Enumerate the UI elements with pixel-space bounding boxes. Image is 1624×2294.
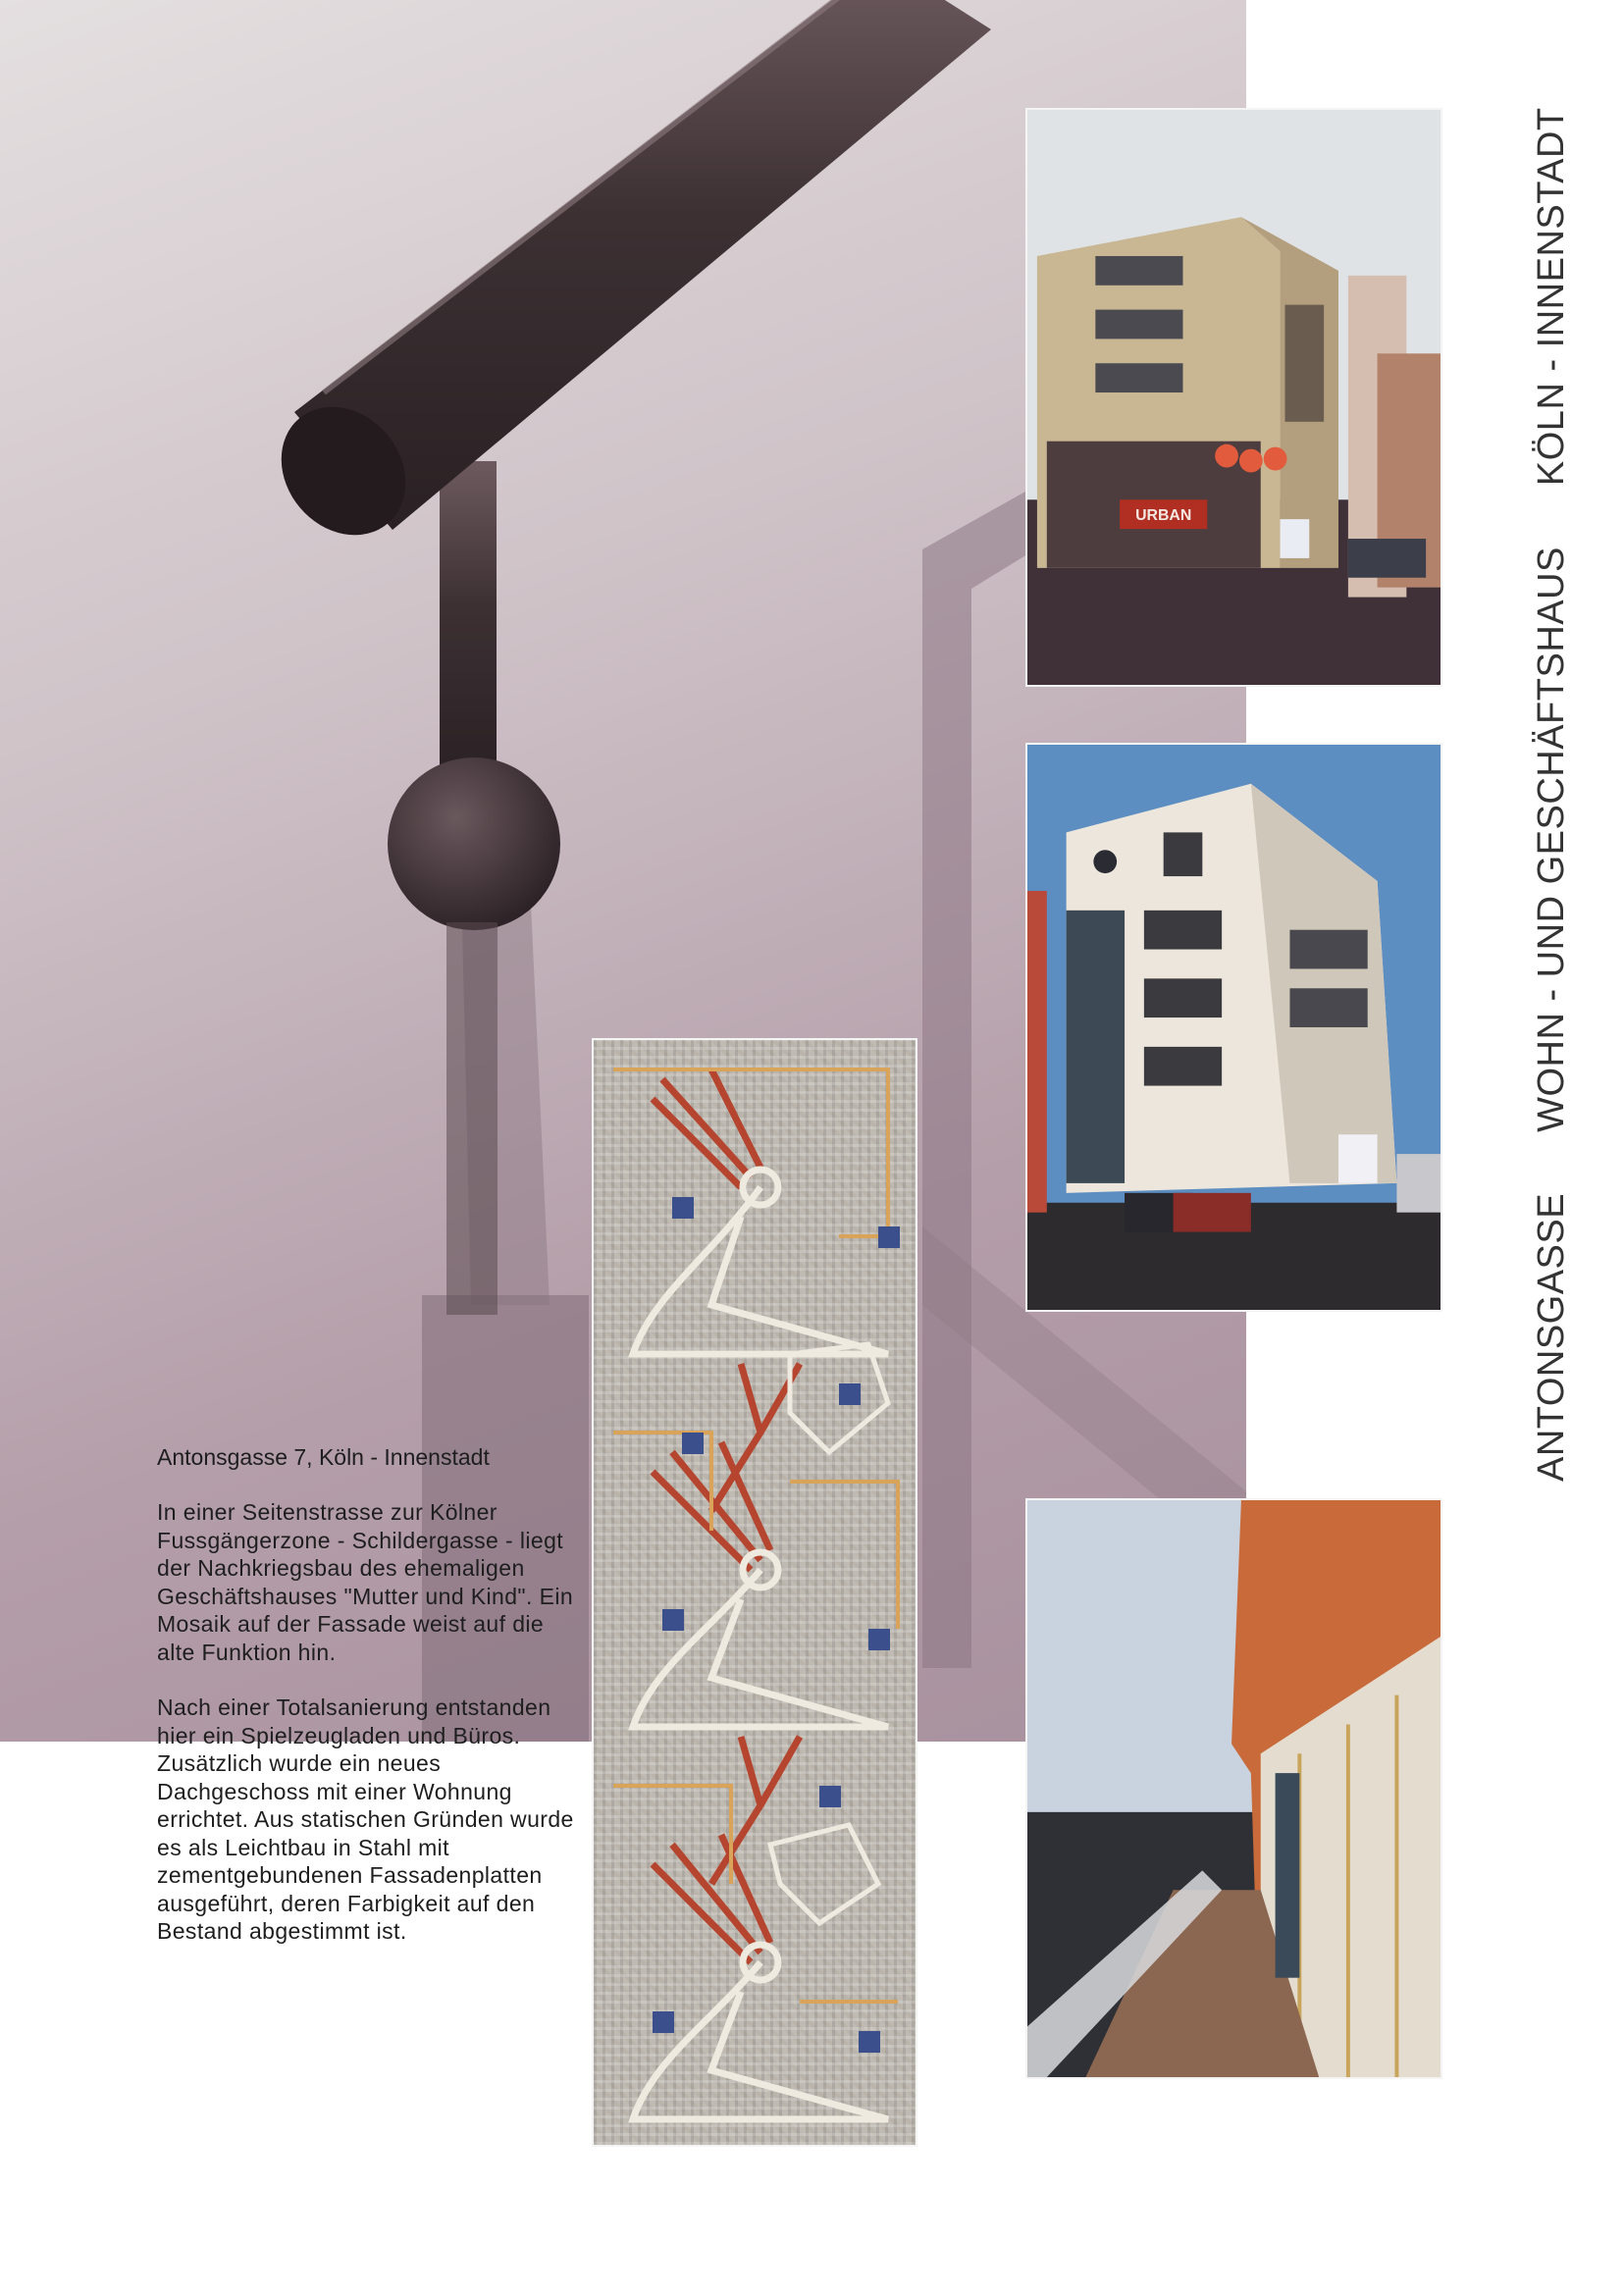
white-building-photo bbox=[1025, 743, 1442, 1312]
stork-mosaic-illustration bbox=[594, 1040, 917, 2147]
vertical-page-title bbox=[1531, 107, 1573, 1482]
description-paragraph-1: In einer Seitenstrasse zur Kölner Fussgängerzone - Schildergasse - liegt der Nachkriegsbau des ehemaligen Geschäftshauses "Mutter und Kind". Ein Mosaik auf der Fassade weist auf die alte Funktion hin. bbox=[157, 1499, 574, 1665]
title-street: ANTONSGASSE bbox=[1531, 1192, 1572, 1482]
project-address: Antonsgasse 7, Köln - Innenstadt bbox=[157, 1444, 490, 1470]
project-description bbox=[157, 1442, 579, 1973]
title-city: KÖLN - INNENSTADT bbox=[1531, 107, 1572, 487]
balcony-photo bbox=[1025, 1498, 1442, 2079]
shop-sign-text: URBAN bbox=[1135, 507, 1192, 525]
title-building-type: WOHN - UND GESCHÄFTSHAUS bbox=[1531, 547, 1572, 1132]
street-corner-photo bbox=[1025, 108, 1442, 687]
stork-mosaic-photo bbox=[592, 1038, 917, 2147]
description-paragraph-2: Nach einer Totalsanierung entstanden hier ein Spielzeugladen und Büros. Zusätzlich wurde ein neues Dachgeschoss mit einer Wohnung errichtet. Aus statischen Gründen wurde es als Leichtbau in Stahl mit zementgebundenen Fassadenplatten ausgeführt, deren Farbigkeit auf den Bestand abgestimmt ist. bbox=[157, 1694, 574, 1944]
